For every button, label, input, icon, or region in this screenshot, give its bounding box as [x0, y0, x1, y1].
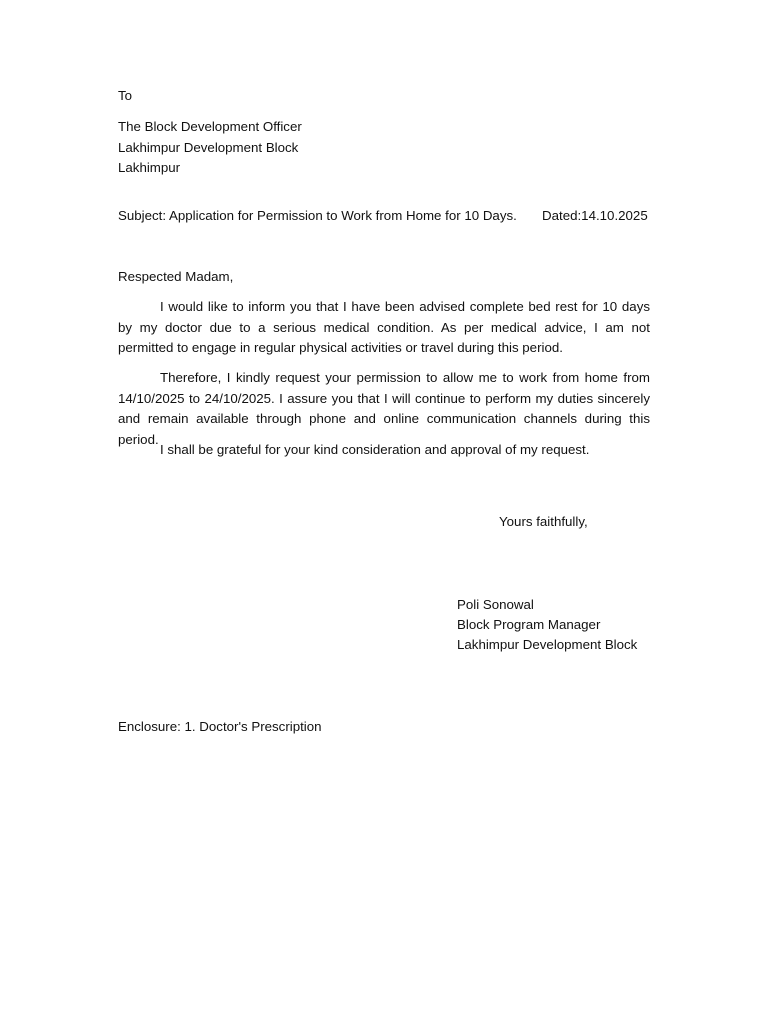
- sender-designation: Block Program Manager: [457, 617, 601, 632]
- date-line: Dated:14.10.2025: [542, 208, 648, 223]
- closing: Yours faithfully,: [499, 514, 588, 529]
- sender-name: Poli Sonowal: [457, 597, 534, 612]
- subject-line: Subject: Application for Permission to Work from Home for 10 Days.: [118, 208, 517, 223]
- recipient-line-2: Lakhimpur Development Block: [118, 140, 299, 155]
- body-paragraph-1: I would like to inform you that I have been advised complete bed rest for 10 days by my doctor due to a serious medical condition. As per medical advice, I am not permitted to engage in regular physical activities or travel during this period.: [118, 299, 650, 355]
- recipient-line-3: Lakhimpur: [118, 160, 181, 175]
- sender-office: Lakhimpur Development Block: [457, 637, 638, 652]
- body-paragraph-2: Therefore, I kindly request your permission to allow me to work from home from 14/10/2025 to 24/10/2025. I assure you that I will continue to perform my duties sincerely and remain available through phone and online communication channels during this period.: [118, 370, 650, 447]
- enclosure-line: Enclosure: 1. Doctor's Prescription: [118, 719, 322, 734]
- to-label: To: [118, 88, 133, 103]
- greeting: Respected Madam,: [118, 269, 234, 284]
- body-paragraph-3: I shall be grateful for your kind consideration and approval of my request.: [160, 442, 590, 457]
- recipient-line-1: The Block Development Officer: [118, 119, 302, 134]
